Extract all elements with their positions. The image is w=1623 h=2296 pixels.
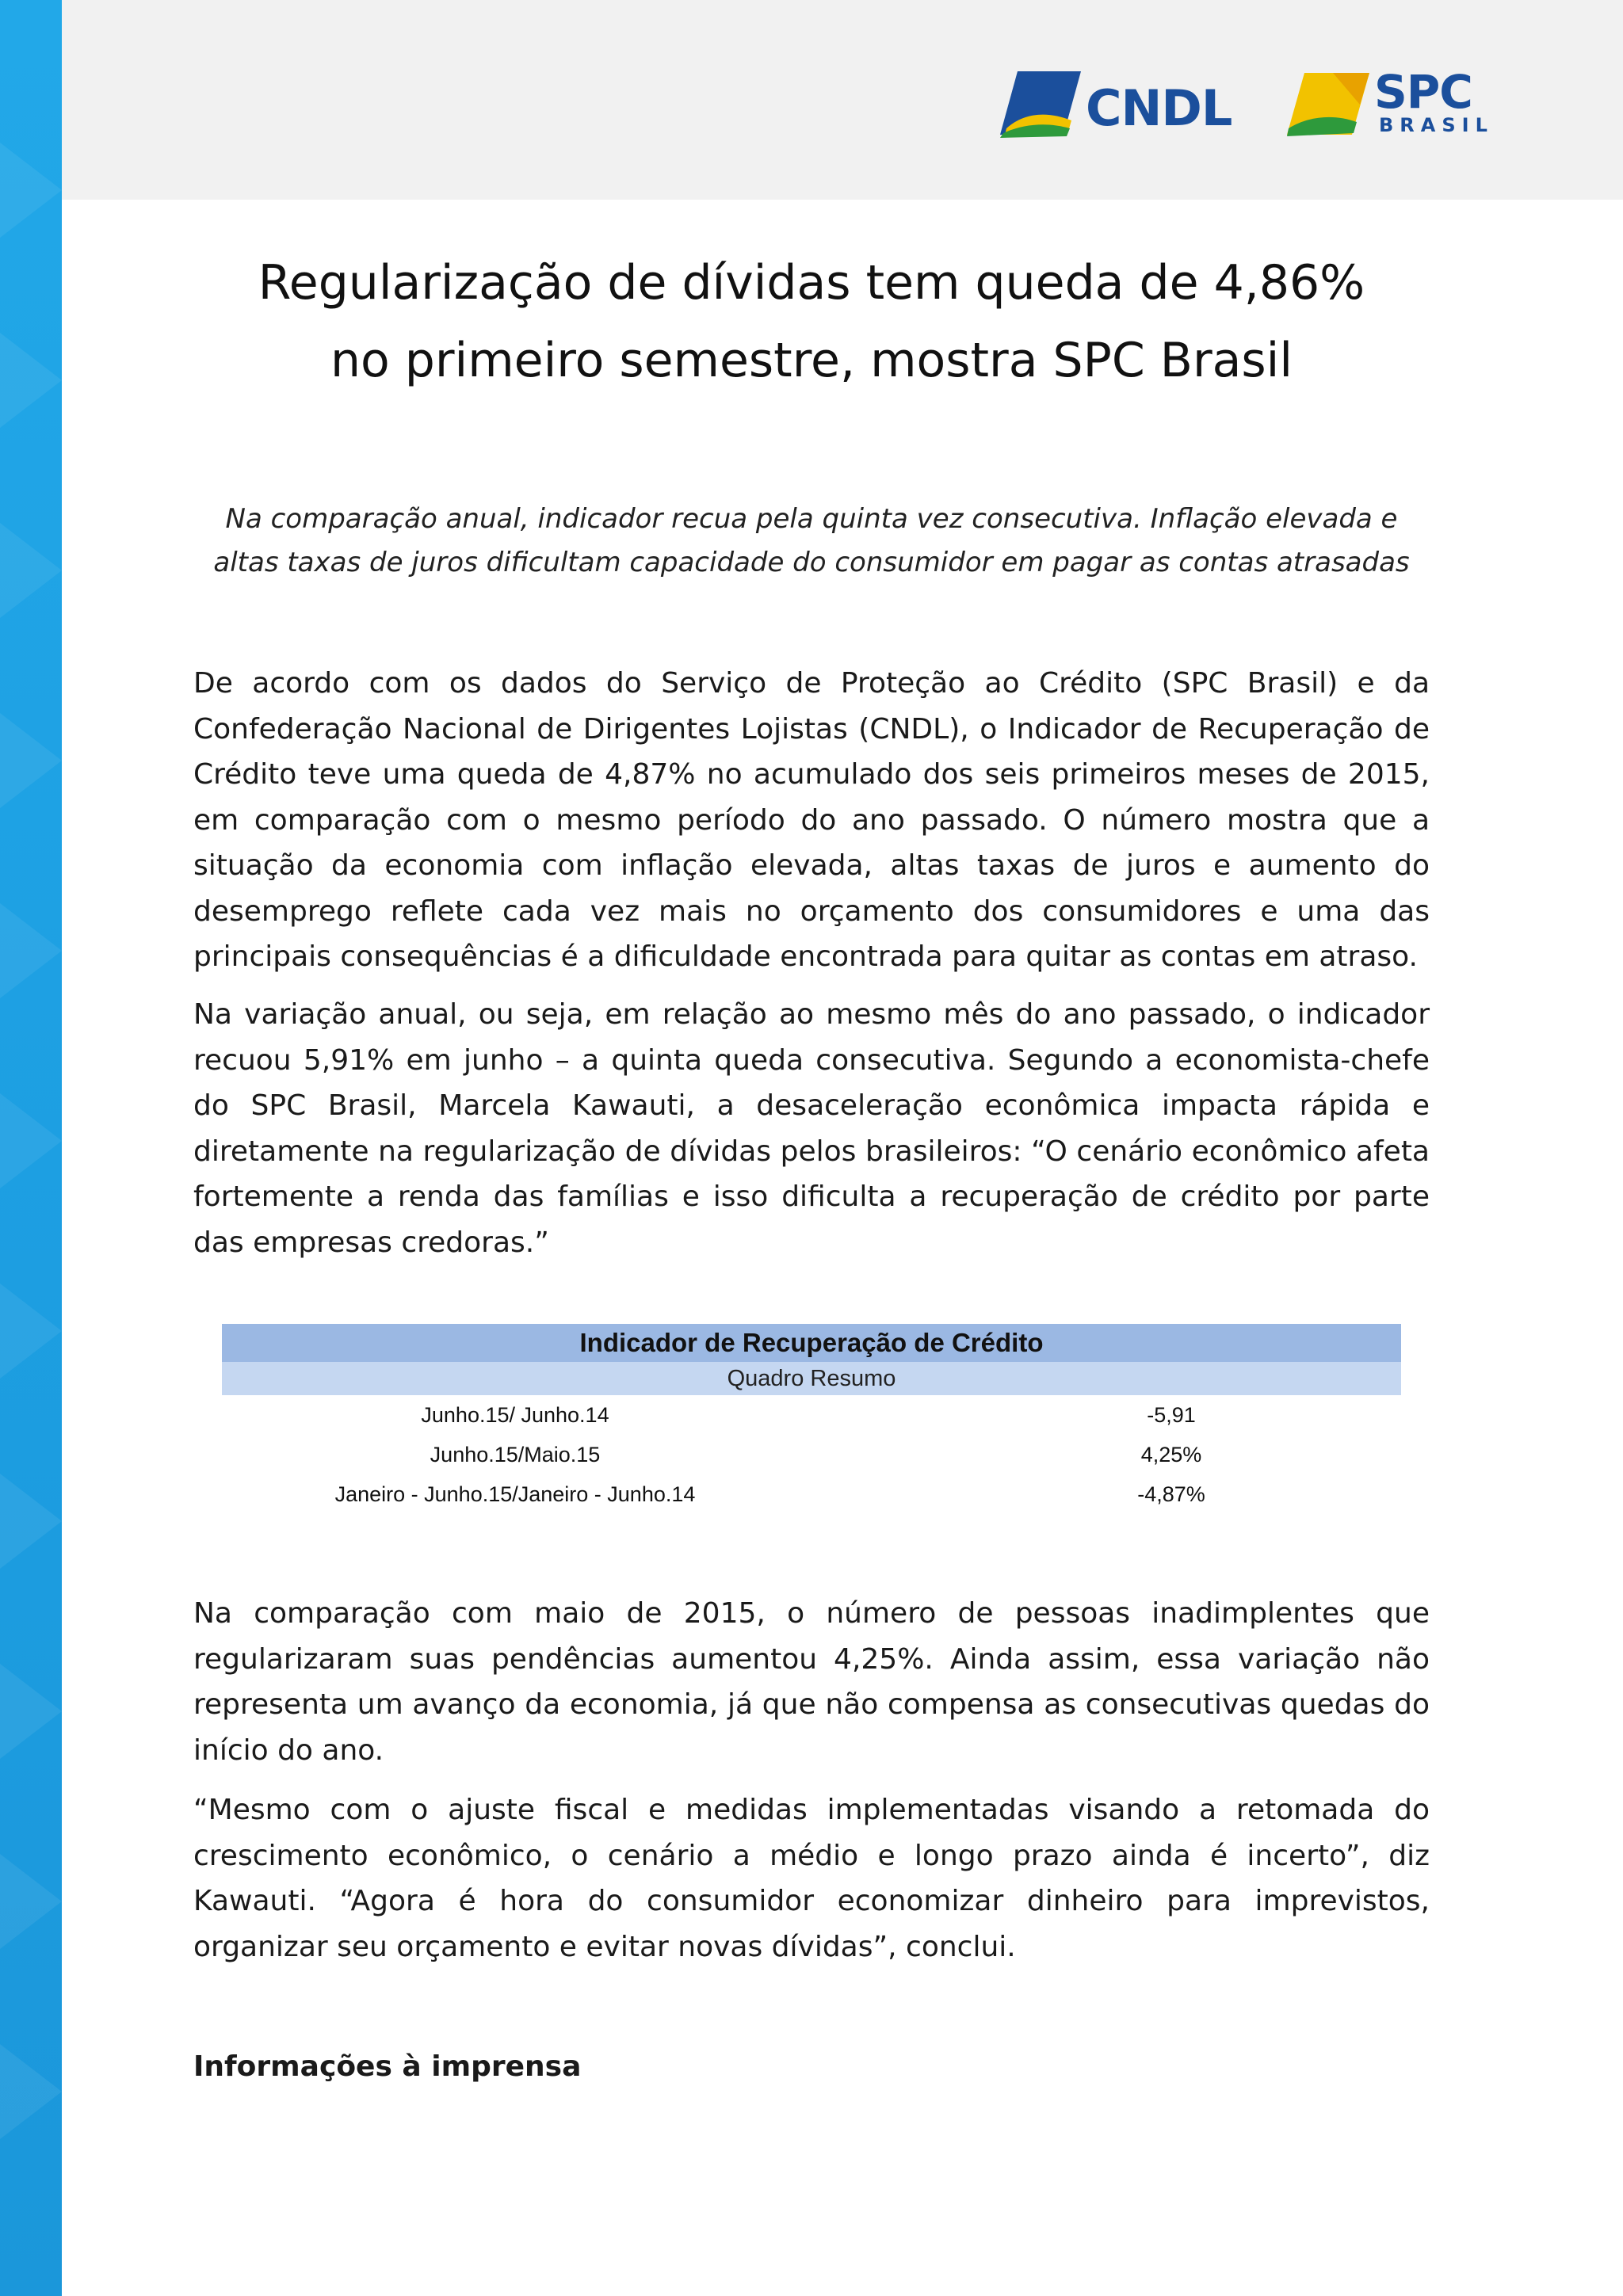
- row-label: Janeiro - Junho.15/Janeiro - Junho.14: [334, 1482, 696, 1506]
- spc-brasil-logo: [1285, 65, 1494, 144]
- title-line-1: Regularização de dívidas tem queda de 4,86%: [258, 255, 1365, 311]
- table-title: Indicador de Recuperação de Crédito: [222, 1324, 1401, 1362]
- row-label: Junho.15/Maio.15: [430, 1443, 601, 1466]
- table-row: [222, 1435, 1401, 1474]
- spc-logo-subtext: BRASIL: [1379, 114, 1494, 136]
- cndl-logo: [1000, 65, 1230, 144]
- row-value: -5,91: [1147, 1403, 1196, 1427]
- subtitle-line-2: altas taxas de juros dificultam capacidade do consumidor em pagar as contas atrasadas: [213, 547, 1410, 578]
- body-paragraph-3: Na comparação com maio de 2015, o número de pessoas inadimplentes que regularizaram suas pendências aumentou 4,25%. Ainda assim, essa variação não representa um avanço da economia, já que não compensa as consecutivas quedas do início do ano.: [193, 1597, 1430, 1767]
- title-line-2: no primeiro semestre, mostra SPC Brasil: [330, 333, 1293, 388]
- table-row: [222, 1395, 1401, 1435]
- row-label: Junho.15/ Junho.14: [421, 1403, 609, 1427]
- cndl-logo-text: CNDL: [1086, 79, 1232, 137]
- body-paragraph-1: De acordo com os dados do Serviço de Proteção ao Crédito (SPC Brasil) e da Confederação Nacional de Dirigentes Lojistas (CNDL), o Indicador de Recuperação de Crédito teve uma queda de 4,87% no acumulado dos seis primeiros meses de 2015, em comparação com o mesmo período do ano passado. O número mostra que a situação da economia com inflação elevada, altas taxas de juros e aumento do desemprego reflete cada vez mais no orçamento dos consumidores e uma das principais consequências é a dificuldade encontrada para quitar as contas em atraso.: [193, 667, 1430, 973]
- side-decorative-bar: [0, 0, 62, 2296]
- press-info-heading: Informações à imprensa: [193, 2050, 582, 2083]
- spc-logo-text: SPC: [1374, 65, 1472, 119]
- table-row: [222, 1474, 1401, 1514]
- row-value: -4,87%: [1137, 1482, 1205, 1506]
- subtitle-line-1: Na comparação anual, indicador recua pela quinta vez consecutiva. Inflação elevada e: [225, 503, 1398, 535]
- body-paragraph-4: “Mesmo com o ajuste fiscal e medidas implementadas visando a retomada do crescimento econômico, o cenário a médio e longo prazo ainda é incerto”, diz Kawauti. “Agora é hora do consumidor economizar dinheiro para imprevistos, organizar seu orçamento e evitar novas dívidas”, conclui.: [193, 1794, 1430, 1963]
- summary-table: [222, 1324, 1401, 1514]
- table-subtitle: Quadro Resumo: [222, 1362, 1401, 1395]
- cndl-logo-mark: [1000, 65, 1087, 144]
- page-title: [158, 244, 1465, 399]
- row-value: 4,25%: [1140, 1443, 1202, 1466]
- lead-subtitle: [158, 498, 1465, 585]
- body-paragraph-2: Na variação anual, ou seja, em relação ao mesmo mês do ano passado, o indicador recuou 5,91% em junho – a quinta queda consecutiva. Segundo a economista-chefe do SPC Brasil, Marcela Kawauti, a desaceleração econômica impacta rápida e diretamente na regularização de dívidas pelos brasileiros: “O cenário econômico afeta fortemente a renda das famílias e isso dificulta a recuperação de crédito por parte das empresas credoras.”: [193, 998, 1430, 1259]
- spc-logo-mark: [1285, 65, 1373, 144]
